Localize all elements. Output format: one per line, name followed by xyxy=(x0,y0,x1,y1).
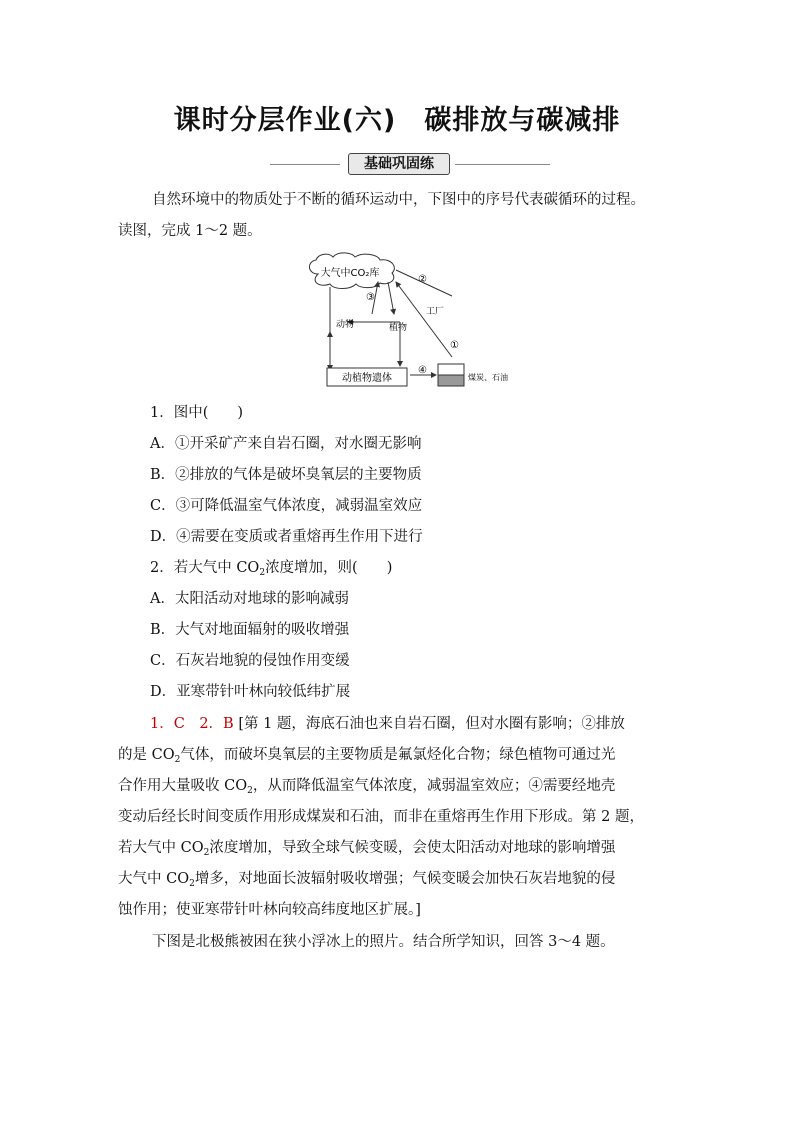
plant-label: 植物 xyxy=(389,323,408,333)
number-label: ② xyxy=(418,274,427,285)
oil-layer xyxy=(438,375,464,386)
divider xyxy=(455,164,550,165)
animal-label: 动物 xyxy=(336,320,355,330)
option-d: D．亚寒带针叶林向较低纬扩展 xyxy=(150,684,351,700)
factory-label: 工厂 xyxy=(426,307,445,317)
number-label: ③ xyxy=(366,292,375,303)
option-b: B．②排放的气体是破坏臭氧层的主要物质 xyxy=(150,467,422,483)
intro-text: 自然环境中的物质处于不断的循环运动中，下图中的序号代表碳循环的过程。 xyxy=(152,192,645,208)
arrow xyxy=(388,282,394,314)
question-2-stem: 2．若大气中 $CO_2$浓度增加，则( ) xyxy=(150,560,393,578)
intro-text: 读图，完成 1～2 题。 xyxy=(118,223,262,239)
fossil-label: 煤炭、石油 xyxy=(468,373,508,382)
option-d: D．④需要在变质或者重熔再生作用下进行 xyxy=(150,529,423,545)
next-intro: 下图是北极熊被困在狭小浮冰上的照片。结合所学知识，回答 3～4 题。 xyxy=(152,934,615,950)
section-banner xyxy=(270,153,550,175)
option-b: B．大气对地面辐射的吸收增强 xyxy=(150,622,350,638)
atmosphere-label: 大气中CO₂库 xyxy=(320,268,380,279)
arrow xyxy=(396,282,452,357)
number-label: ④ xyxy=(418,365,427,376)
question-1-stem: 1．图中( ) xyxy=(150,405,244,421)
answer-line: 大气中 $CO_2$增多，对地面长波辐射吸收增强；气候变暖会加快石灰岩地貌的侵 xyxy=(118,871,616,889)
answer-key: 1．C 2．B xyxy=(150,716,234,732)
page-title: 课时分层作业(六) 碳排放与碳减排 xyxy=(173,105,621,136)
answer-line: 蚀作用；使亚寒带针叶林向较高纬度地区扩展。] xyxy=(118,902,421,918)
answer-line: 1．C 2．B [第 1 题，海底石油也来自岩石圈，但对水圈有影响；②排放 xyxy=(150,716,625,732)
answer-line: 的是 $CO_2$气体，而破坏臭氧层的主要物质是氟氯烃化合物；绿色植物可通过光 xyxy=(118,747,616,765)
carbon-cycle-diagram xyxy=(300,252,530,397)
answer-line: 若大气中 $CO_2$浓度增加，导致全球气候变暖，会使太阳活动对地球的影响增强 xyxy=(118,840,616,858)
remains-label: 动植物遗体 xyxy=(342,373,392,384)
option-a: A．①开采矿产来自岩石圈，对水圈无影响 xyxy=(150,436,422,452)
number-label: ① xyxy=(450,340,459,351)
answer-line: 合作用大量吸收 $CO_2$，从而降低温室气体浓度，减弱温室效应；④需要经地壳 xyxy=(118,778,616,796)
option-c: C．③可降低温室气体浓度，减弱温室效应 xyxy=(150,498,423,514)
option-c: C．石灰岩地貌的侵蚀作用变缓 xyxy=(150,653,350,669)
coal-layer xyxy=(438,364,464,375)
divider xyxy=(270,164,340,165)
section-label: 基础巩固练 xyxy=(348,153,450,175)
answer-line: 变动后经长时间变质作用形成煤炭和石油，而非在重熔再生作用下形成。第 2 题， xyxy=(118,809,644,825)
option-a: A．太阳活动对地球的影响减弱 xyxy=(150,591,349,607)
